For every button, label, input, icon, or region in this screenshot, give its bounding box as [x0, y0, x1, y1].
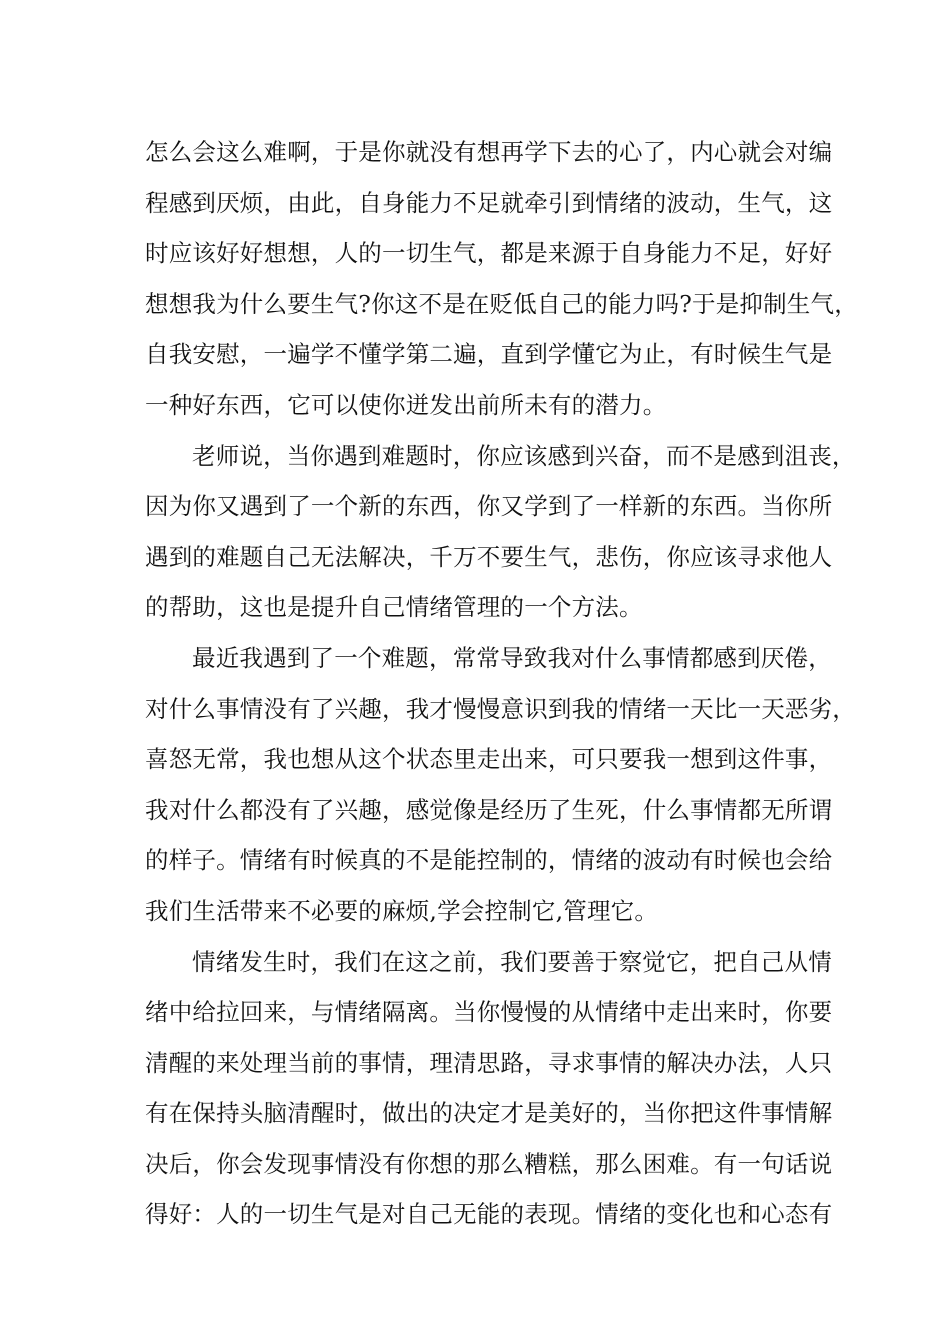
- text-line: 喜怒无常，我也想从这个状态里走出来，可只要我一想到这件事，: [145, 745, 833, 774]
- text-line: 一种好东西，它可以使你迸发出前所未有的潜力。: [145, 390, 667, 419]
- text-line: 因为你又遇到了一个新的东西，你又学到了一样新的东西。当你所: [145, 492, 833, 521]
- text-line: 有在保持头脑清醒时，做出的决定才是美好的，当你把这件事情解: [145, 1099, 833, 1128]
- text-line: 时应该好好想想，人的一切生气，都是来源于自身能力不足，好好: [145, 239, 833, 268]
- text-line: 清醒的来处理当前的事情，理清思路，寻求事情的解决办法，人只: [145, 1048, 833, 1077]
- text-line: 得好：人的一切生气是对自己无能的表现。情绪的变化也和心态有: [145, 1200, 833, 1229]
- text-line: 怎么会这么难啊，于是你就没有想再学下去的心了，内心就会对编: [145, 138, 833, 166]
- paragraph-start-line: 老师说，当你遇到难题时，你应该感到兴奋，而不是感到沮丧，: [192, 441, 856, 470]
- document-body: [145, 127, 858, 1240]
- text-line: 我对什么都没有了兴趣，感觉像是经历了生死，什么事情都无所谓: [145, 795, 833, 824]
- text-line: 决后，你会发现事情没有你想的那么糟糕，那么困难。有一句话说: [145, 1149, 833, 1178]
- text-line: 想想我为什么要生气?你这不是在贬低自己的能力吗?于是抑制生气，: [145, 289, 858, 318]
- text-line: 自我安慰，一遍学不懂学第二遍，直到学懂它为止，有时候生气是: [145, 340, 833, 369]
- paragraph-start-line: 最近我遇到了一个难题，常常导致我对什么事情都感到厌倦，: [192, 643, 832, 672]
- paragraph-start-line: 情绪发生时，我们在这之前，我们要善于察觉它，把自己从情: [192, 947, 832, 976]
- text-line: 绪中给拉回来，与情绪隔离。当你慢慢的从情绪中走出来时，你要: [145, 998, 833, 1027]
- text-line: 遇到的难题自己无法解决，千万不要生气，悲伤，你应该寻求他人: [145, 542, 833, 571]
- text-line: 的样子。情绪有时候真的不是能控制的，情绪的波动有时候也会给: [145, 846, 833, 875]
- text-line: 的帮助，这也是提升自己情绪管理的一个方法。: [145, 593, 643, 622]
- text-line: 我们生活带来不必要的麻烦,学会控制它,管理它。: [145, 896, 659, 925]
- text-line: 对什么事情没有了兴趣，我才慢慢意识到我的情绪一天比一天恶劣，: [145, 694, 856, 723]
- text-line: 程感到厌烦，由此，自身能力不足就牵引到情绪的波动，生气，这: [145, 188, 833, 217]
